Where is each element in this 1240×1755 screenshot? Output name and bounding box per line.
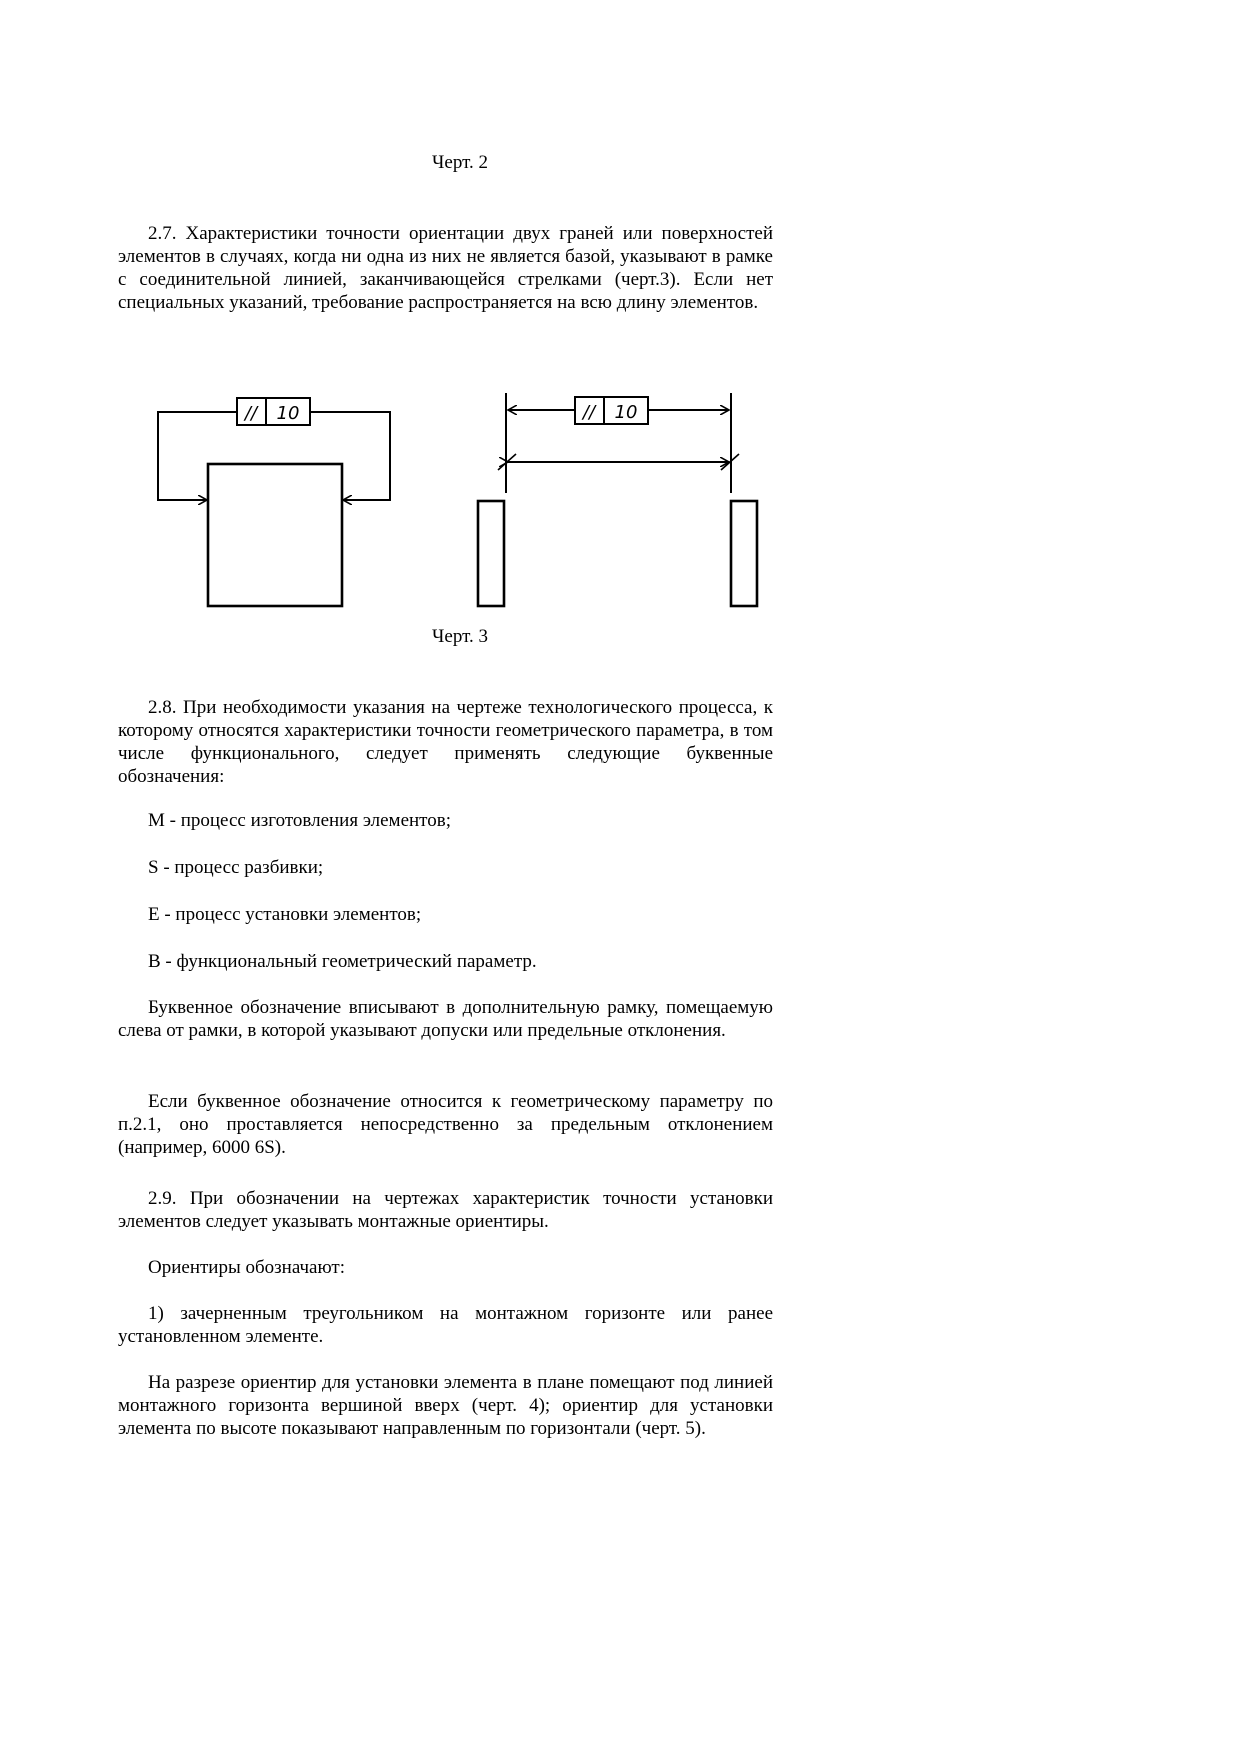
caption-chert-3: Черт. 3 bbox=[432, 626, 488, 647]
right-element-right bbox=[731, 501, 757, 606]
left-frame-value: 10 bbox=[276, 403, 300, 424]
left-connector-right bbox=[310, 412, 390, 500]
paragraph-2-8: 2.8. При необходимости указания на чертеже технологического процесса, к которому относятся характеристики точности геометрического параметра, в том числе функционального, следует применять следующие буквенные обозначения: bbox=[118, 697, 773, 787]
paragraph-letter-param: Если буквенное обозначение относится к геометрическому параметру по п.2.1, оно проставляется непосредственно за предельным отклонением (например, 6000 6S). bbox=[118, 1091, 773, 1158]
paragraph-orientiry: Ориентиры обозначают: bbox=[148, 1257, 346, 1278]
right-drawing bbox=[478, 393, 757, 606]
list-item-m: М - процесс изготовления элементов; bbox=[148, 810, 451, 831]
list-item-e: Е - процесс установки элементов; bbox=[148, 904, 422, 925]
right-frame-value: 10 bbox=[614, 402, 638, 423]
left-connector-left bbox=[158, 412, 237, 500]
paragraph-letter-frame: Буквенное обозначение вписывают в дополнительную рамку, помещаемую слева от рамки, в которой указывают допуски или предельные отклонения. bbox=[118, 997, 773, 1041]
figure-chert-3 bbox=[140, 385, 780, 625]
paragraph-2-7: 2.7. Характеристики точности ориентации двух граней или поверхностей элементов в случаях, когда ни одна из них не является базой, указывают в рамке с соединительной линией, заканчивающейся стрелками (черт.3). Если нет специальных указаний, требование распространяется на всю длину элементов. bbox=[118, 223, 773, 313]
paragraph-triangle: 1) зачерненным треугольником на монтажном горизонте или ранее установленном элементе. bbox=[118, 1303, 773, 1347]
left-drawing bbox=[158, 398, 390, 606]
paragraph-section: На разрезе ориентир для установки элемента в плане помещают под линией монтажного горизонта вершиной вверх (черт. 4); ориентир для установки элемента по высоте показывают направленным по горизонтали (черт. 5). bbox=[118, 1372, 773, 1439]
caption-chert-2: Черт. 2 bbox=[432, 152, 488, 173]
paragraph-2-9: 2.9. При обозначении на чертежах характеристик точности установки элементов следует указывать монтажные ориентиры. bbox=[118, 1188, 773, 1232]
list-item-b: В - функциональный геометрический параметр. bbox=[148, 951, 537, 972]
list-item-s: S - процесс разбивки; bbox=[148, 857, 324, 878]
right-element-left bbox=[478, 501, 504, 606]
left-frame-symbol: // bbox=[244, 403, 258, 424]
right-frame-symbol: // bbox=[582, 402, 596, 423]
left-element bbox=[208, 464, 342, 606]
